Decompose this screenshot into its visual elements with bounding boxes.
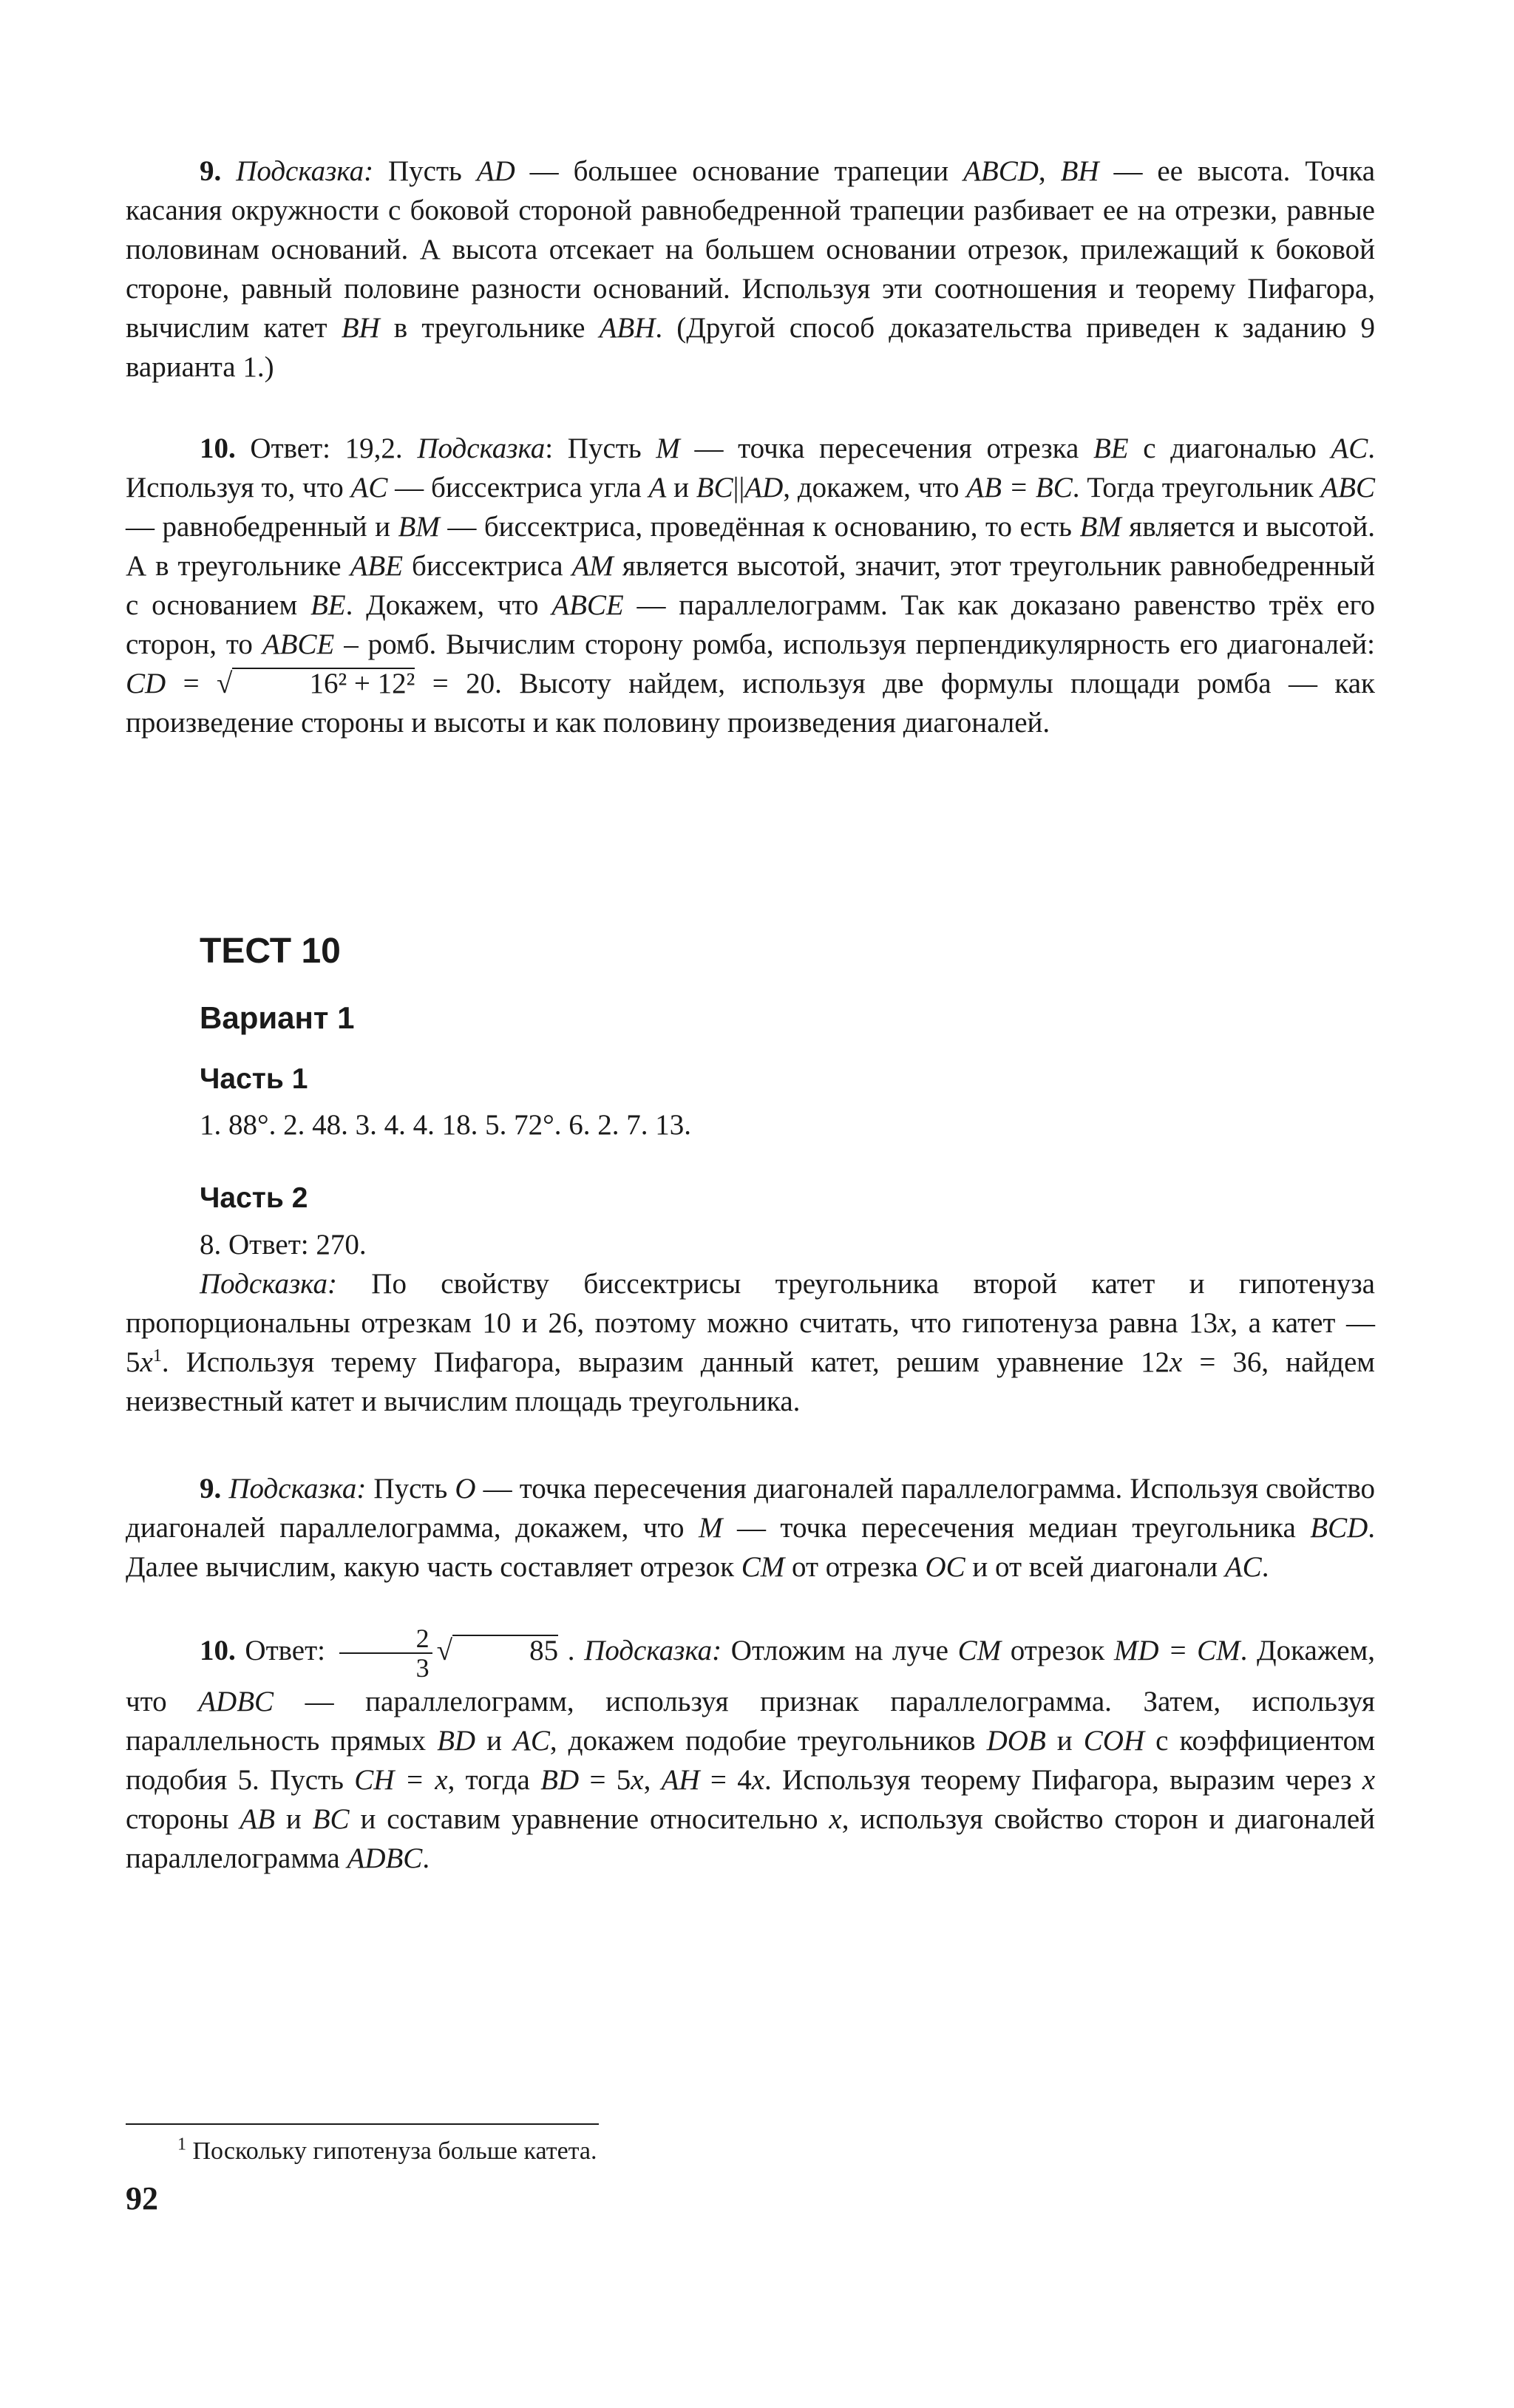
- footnote-ref: 1: [152, 1346, 162, 1366]
- hint-label: Подсказка:: [200, 1268, 337, 1300]
- sqrt-sign: √: [436, 1634, 453, 1666]
- answer-8-value: 8. Ответ: 270.: [200, 1229, 367, 1261]
- test-title: ТЕСТ 10: [200, 932, 341, 971]
- part1-answers: 1. 88°. 2. 48. 3. 4. 4. 18. 5. 72°. 6. 2. 7. 13.: [200, 1109, 691, 1141]
- hint-label: Подсказка:: [584, 1634, 722, 1666]
- footnote-marker: 1: [177, 2134, 186, 2154]
- answer-9: 9. Подсказка: Пусть O — точка пересечения диагоналей параллелограмма. Используя свойство диагоналей параллелограмма, докажем, что M — точка пересечения медиан треугольника BCD. Далее вычислим, какую часть составляет отрезок CM от отрезка OC и от всей диагонали AC.: [126, 1473, 1376, 1583]
- sqrt-sign: √: [217, 668, 233, 699]
- footnote-divider: [126, 2123, 599, 2125]
- variant-title: Вариант 1: [200, 1000, 355, 1035]
- item-number: 9.: [200, 155, 222, 187]
- sqrt-expression: 85: [452, 1635, 558, 1666]
- part1-title: Часть 1: [200, 1063, 308, 1095]
- paragraph-10: 10. Ответ: 19,2. Подсказка: Пусть M — точка пересечения отрезка BE с диагональю AC. Используя то, что AC — биссектриса угла A и BC||AD, докажем, что AB = BC. Тогда треугольник ABC — равнобедренный и BM — биссектриса, проведённая к основанию, то есть BM является и высотой. А в треугольнике ABE биссектриса AM является высотой, значит, этот треугольник равнобедренный с основанием BE. Докажем, что ABCE — параллелограмм. Так как доказано равенство трёх его сторон, то ABCE – ромб. Вычислим сторону ромба, используя перпендикулярность его диагоналей: CD = √ 16² + 12² = 20. Высоту найдем, используя две формулы площади ромба — как произведение стороны и высоты и как половину произведения диагоналей.: [126, 433, 1376, 739]
- hint-label: Подсказка:: [236, 155, 374, 187]
- item-number: 10.: [200, 1634, 236, 1666]
- answer-10: 10. Ответ: $\frac{2}{3}$ √ 85 . Подсказка: Отложим на луче CM отрезок MD = CM. Докажем, что ADBC — параллелограмм, используя признак параллелограмма. Затем, используя параллельность прямых BD и AC, докажем подобие треугольников DOB и COH с коэффициентом подобия 5. Пусть CH = x, тогда BD = 5x, AH = 4x. Используя теорему Пифагора, выразим через x стороны AB и BC и составим уравнение относительно x, используя свойство сторон и диагоналей параллелограмма ADBC.: [126, 1624, 1376, 1874]
- paragraph-9: 9. Подсказка: Пусть AD — большее основание трапеции ABCD, BH — ее высота. Точка касания окружности с боковой стороной равнобедренной трапеции разбивает ее на отрезки, равные половинам оснований. А высота отсекает на большем основании отрезок, прилежащий к боковой стороне, равный половине разности оснований. Используя эти соотношения и теорему Пифагора, вычислим катет BH в треугольнике ABH. (Другой способ доказательства приведен к заданию 9 варианта 1.): [126, 155, 1376, 383]
- item-number: 9.: [200, 1473, 222, 1505]
- part2-title: Часть 2: [200, 1182, 308, 1214]
- hint-label: Подсказка: [417, 433, 546, 464]
- hint-label: Подсказка:: [228, 1473, 367, 1505]
- page-number: 92: [126, 2180, 158, 2217]
- sqrt-expression: 16² + 12²: [232, 668, 415, 699]
- answer-8: 8. Ответ: 270. Подсказка: По свойству биссектрисы треугольника второй катет и гипотенуза пропорциональны отрезкам 10 и 26, поэтому можно считать, что гипотенуза равна 13x, а катет — $5x^1$. Используя терему Пифагора, выразим данный катет, решим уравнение 12x = 36, найдем неизвестный катет и вычислим площадь треугольника.: [126, 1225, 1375, 1421]
- fraction: $\frac{2}{3}$: [339, 1624, 432, 1682]
- item-number: 10.: [200, 433, 236, 464]
- footnote-text: Поскольку гипотенуза больше катета.: [186, 2137, 597, 2165]
- footnote: [177, 2135, 597, 2168]
